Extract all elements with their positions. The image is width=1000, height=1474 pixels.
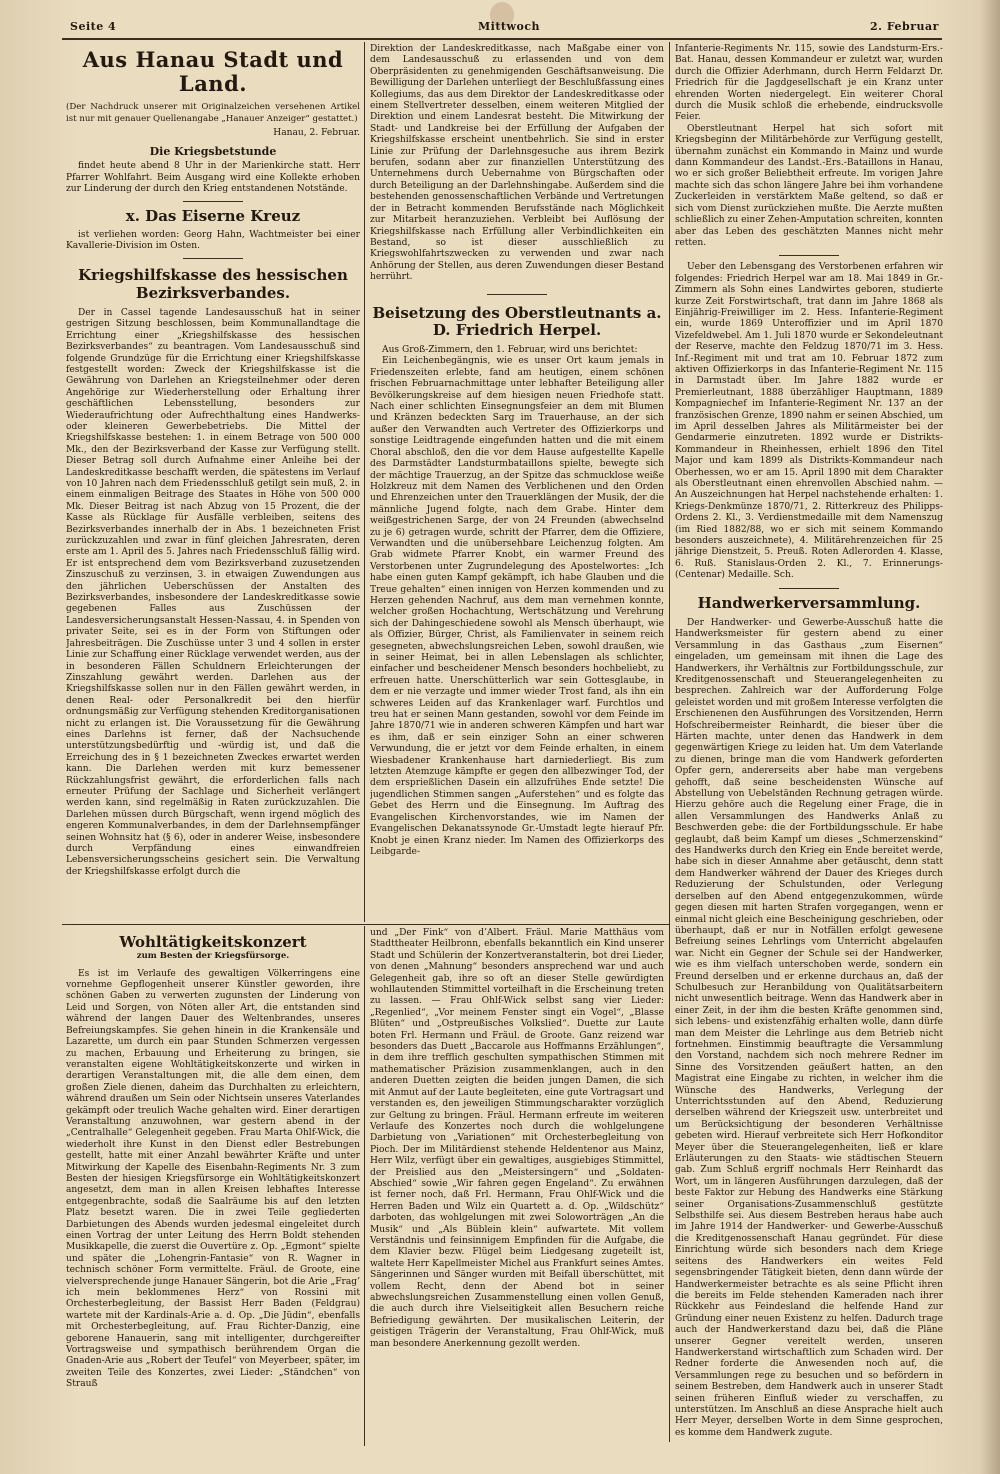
column-local-news [66,44,360,920]
divider [779,588,839,589]
article-text: Ein Leichenbegängnis, wie es unser Ort kaum jemals in Friedenszeiten erlebte, fand am heutigen, einem schönen frischen Februarnachmittage unter lebhafter Beteiligung aller Bevölkerungskreise auf dem hiesigen neuen Friedhofe statt. Nach einer schlichten Einsegnungsfeier an dem mit Blumen und Kränzen bedeckten Sarg im Trauerhause, an der sich außer den Verwandten auch Vertreter des Offizierkorps und sonstige Leidtragende eingefunden hatten und die mit einem Choral abschloß, den die vor dem Hause aufgestellte Kapelle des Darmstädter Landsturmbataillons spielte, bewegte sich der mächtige Trauerzug, an der Spitze das schmucklose weiße Holzkreuz mit dem Namen des Verblichenen und den Orden und Ehrenzeichen unter den Trauerklängen der Musik, der die männliche Jugend folgte, nach dem Grabe. Hinter dem weißgestrichenen Sarge, der von 24 Freunden (abwechselnd zu je 6) getragen wurde, schritt der Pfarrer, dem die Offiziere, Verwandten und die unübersehbare Leichenzug folgten. Am Grab widmete Pfarrer Knobt, ein warmer Freund des Verstorbenen unter Zugrundelegung des Apostelwortes: „Ich habe einen guten Kampf gekämpft, ich habe Glauben und die Treue gehalten“ einen innigen von Herzen kommenden und zu Herzen gehenden Nachruf, aus dem man vernehmen konnte, welcher großen Hochachtung, Wertschätzung und Verehrung sich der Dahingeschiedene sowohl als Mensch überhaupt, wie als Offizier, Bürger, Christ, als Familienvater in seinem reich gesegneten, abwechslungsreichen Leben, sowohl draußen, wie in seiner Heimat, bei in allen Lebenslagen als schlichter, einfacher und bescheidener Mensch besonders hochbeliebt, zu erfreuen hatte. Unerschütterlich war sein Gottesglaube, in dem er nie verzagte und immer wieder Trost fand, als ihn ein schweres Leiden auf das Krankenlager warf. Furchtlos und treu hat er seinen Mann gestanden, sowohl vor dem Feinde im Jahre 1870/71 wie in anderen schweren Kämpfen und hart war es ihm, daß er sein einziger Sohn an einer schweren Verwundung, die er jetzt vor dem Feinde erhalten, in einem Wiesbadener Krankenhause hart darniederliegt. Bis zum letzten Atemzuge kämpfte er gegen den allbezwinger Tod, der dem ersprießlichen Dasein ein allzufrühes Ende setzte! Die jugendlichen Stimmen sangen „Auferstehen“ und es folgte das Gebet des Herrn und die Einsegnung. Im Auftrag des Evangelischen Kirchenvorstandes, wie im Namen der Evangelischen Dekanatssynode Gr.-Umstadt legte hierauf Pfr. Knobt je einen Kranz nieder. Im Namen des Offizierkorps des Leibgarde- [370,356,664,857]
page-edge [980,0,1000,1474]
article-title: x. Das Eiserne Kreuz [125,207,301,226]
concert-left [66,928,360,1442]
divider [183,201,243,202]
page-header [0,0,1000,40]
article-continuation: und „Der Fink“ von d’Albert. Fräul. Marie Matthäus vom Stadttheater Heilbronn, ebenfalls bekanntlich ein Kind unserer Stadt und Schülerin der Konzertveranstalterin, bot drei Lieder, von denen „Mahnung“ besonders ansprechend war und auch Gelegenheit gab, ihre so oft an dieser Stelle gewürdigten wohllautenden Stimmittel vorteilhaft in die Erscheinung treten zu lassen. — Frau Ohlf-Wick selbst sang vier Lieder: „Regenlied“, „Vor meinem Fenster singt ein Vogel“, „Blasse Blüten“ und „Ostpreußisches Volkslied“. Duette zur Laute boten Frl. Hermann und Fräul. de Groote. Ganz reizend war besonders das Duett „Baccarole aus Hoffmanns Erzählungen“, in dem ihre trefflich geschulten sympathischen Stimmen mit mathematischer Präzision zusammenklangen, auch in den anderen Duetten zeigten die beiden jungen Damen, die sich mit Anmut auf der Laute begleiteten, eine gute Vortragsart und verstanden es, den jeweiligen Stimmungscharakter vorzüglich zur Geltung zu bringen. Fräul. Hermann erfreute im weiteren Verlaufe des Konzertes noch durch die wohlgelungene Darbietung von „Variationen“ mit Orchesterbegleitung von Pioch. Der im Militärdienst stehende Heldentenor aus Mainz, Herr Wilz, verfügt über ein gewaltiges, ausgiebiges Stimmittel, der Preislied aus den „Meistersingern“ und „Soldaten-Abschied“ sowie „Wir fahren gegen Engeland“. Zu erwähnen ist ferner noch, daß Frl. Hermann, Frau Ohlf-Wick und die Herren Baden und Wilz ein Quartett a. d. Op. „Wildschütz“ darboten, das wohlgelungen mit zwei Soloworträgen „An die Musik“ und „Als Büblein klein“ aufwartete. Mit vollem Verständnis und feinsinnigem Empfinden für die Aufgabe, die dem Klavier bezw. Flügel beim Liedgesang zugeteilt ist, waltete Herr Kapellmeister Michel aus Frankfurt seines Amtes. Sängerinnen und Sänger wurden mit Beifall überschüttet, mit vollem Recht, denn der Abend bot in seiner abwechslungsreichen Zusammenstellung einen vollen Genuß, die auch durch ihre Vielseitigkeit allen Besuchern reiche Befriedigung gewährten. Der musikalischen Leiterin, der geistigen Trägerin der Veranstaltung, Frau Ohlf-Wick, muß man besondere Anerkennung gezollt werden. [370,928,664,1349]
reprint-note: (Der Nachdruck unserer mit Originalzeichen versehenen Artikel ist nur mit genauer Quellenangabe „Hanauer Anzeiger“ gestattet.) [66,102,360,124]
column-divider [669,42,670,1442]
divider [779,255,839,256]
article-text: Der in Cassel tagende Landesausschuß hat in seiner gestrigen Sitzung beschlossen, beim Kommunallandtage die Errichtung einer „Kriegshilfskasse des hessischen Bezirksverbandes“ zu beantragen. Vom Landesausschuß sind folgende Grundzüge für die Errichtung einer Kriegshilfskasse festgestellt worden: Zweck der Kriegshilfskasse ist die Gewährung von Darlehen an Kriegsteilnehmer oder deren Angehörige zur Wiederherstellung oder Erhaltung ihrer geschäftlichen Lebensstellung, besonders zur Wiederaufrichtung oder Aufrechthaltung eines Handwerks- oder kleineren Gewerbebetriebs. Die Mittel der Kriegshilfskasse bestehen: 1. in einem Betrage von 500 000 Mk., den der Bezirksverband der Kasse zur Verfügung stellt. Dieser Betrag soll durch Aufnahme einer Anleihe bei der Landeskreditkasse beschafft werden, die spätestens im Verlauf von 10 Jahren nach dem Friedensschluß getilgt sein muß, 2. in einem einmaligen Beitrage des Staates in Höhe von 500 000 Mk. Dieser Beitrag ist nach Abzug von 15 Prozent, die der Kasse als Rücklage für Ausfälle verbleiben, seitens des Bezirksverbandes innerhalb der in Abs. 1 bezeichneten Frist zurückzuzahlen und zwar in fünf gleichen Jahresraten, deren erste am 1. April des 5. Jahres nach Friedensschluß fällig wird. Er ist entsprechend dem vom Bezirksverband zuzusetzenden Zinszuschuß zu verzinsen, 3. in etwaigen Zuwendungen aus den jährlichen Ueberschüssen der Anstalten des Bezirksverbandes, insbesondere der Landeskreditkasse sowie gegebenen Falles aus Zuschüssen der Landesversicherungsanstalt Hessen-Nassau, 4. in Spenden von privater Seite, sei es in der Form von Stiftungen oder Jahresbeiträgen. Die Zuschüsse unter 3 und 4 sollen in erster Linie zur Schaffung einer Rücklage verwendet werden, aus der in besonderen Fällen Schuldnern Erleichterungen der Zinszahlung gewährt werden. Darlehen aus der Kriegshilfskasse sollen nur in den Fällen gewährt werden, in denen Real- oder Personalkredit bei den hierfür ordnungsmäßig zur Verfügung stehenden Kreditorganisationen nicht zu erlangen ist. Die Voraussetzung für die Gewährung eines Darlehns ist ferner, daß der Nachsuchende unterstützungsbedürftig und -würdig ist, und daß die Erreichung des in § 1 bezeichneten Zweckes erwartet werden kann. Die Darlehen werden mit kurz bemessener Rückzahlungsfrist gewährt, die erforderlichen falls nach erneuter Prüfung der Sachlage und Sicherheit verlängert werden kann, sind regelmäßig in Raten zurückzuzahlen. Die Darlehen müssen durch Bürgschaft, wenn irgend möglich des engeren Kommunalverbandes, in dem der Darlehnsempfänger seinen Wohnsitz hat (§ 6), oder in anderer Weise, insbesondere durch Verpfändung eines einwandfreien Lebensversicherungsscheins gesichert sein. Die Verwaltung der Kriegshilfskasse erfolgt durch die [66,307,360,877]
article-text: Oberstleutnant Herpel hat sich sofort mit Kriegsbeginn der Militärbehörde zur Verfügung gestellt, übernahm zunächst ein Kommando in Mainz und wurde dann Kommandeur des Landst.-Ers.-Bataillons in Hanau, wo er sich großer Beliebtheit erfreute. Im vorigen Jahre machte sich das schon längere Jahre bei ihm vorhandene Zuckerleiden in verstärktem Maße geltend, so daß er sich vom Dienst zurückziehen mußte. Die Aerzte mußten schließlich zu einer Zehen-Amputation schreiten, konnten aber das Leben des geschätzten Mannes nicht mehr retten. [675,123,943,248]
column-right [675,44,943,1444]
page-number: Seite 4 [70,20,117,33]
article-text: findet heute abend 8 Uhr in der Marienkirche statt. Herr Pfarrer Wohlfahrt. Beim Ausgang wird eine Kollekte erhoben zur Linderung der durch den Krieg entstandenen Notstände. [66,161,360,194]
section-rule [62,924,669,925]
article-continuation: Infanterie-Regiments Nr. 115, sowie des Landsturm-Ers.-Bat. Hanau, dessen Kommandeur er zuletzt war, wurden durch die Offizier Aderhmann, durch Herrn Feldarzt Dr. Friedrich für die Jagdgesellschaft je ein Kranz unter ehrenden Worten niedergelegt. Ein weiterer Choral durch die Musik schloß die erhebende, eindrucksvolle Feier. [675,44,943,123]
article-title: Kriegshilfskasse des hessischen Bezirksverbandes. [78,266,348,302]
article-title: Beisetzung des Oberstleutnants a. D. Friedrich Herpel. [372,303,662,339]
divider [183,258,243,259]
article-text: ist verliehen worden: Georg Hahn, Wachtmeister bei einer Kavallerie-Division im Osten. [66,229,360,252]
column-divider [364,42,365,922]
article-title: Wohltätigkeitskonzert [119,933,307,951]
column-middle [370,44,664,920]
issue-date: 2. Februar [870,20,939,33]
article-title: Die Kriegsbetstunde [149,144,277,158]
article-text: Es ist im Verlaufe des gewaltigen Völkerringens eine vornehme Gepflogenheit unserer Künstler geworden, ihre schönen Gaben zu verwerten zugunsten der Linderung von Leid und Sorgen, von Nöten aller Art, die entstanden sind während der langen Dauer des Weltenbrandes, unseres Befreiungskampfes. Sie gehen hinein in die Krankensäle und Lazarette, um durch ein paar Stunden Schmerzen vergessen zu machen, Erbauung und Erheiterung zu bringen, sie veranstalten eigene Wohltätigkeitskonzerte und wirken in derartigen Veranstaltungen mit, die alle dem einen, dem großen Ziele dienen, daheim das Durchhalten zu erleichtern, während draußen um Sein oder Nichtsein unseres Vaterlandes gekämpft oder treulich Wache gehalten wird. Einer derartigen Veranstaltung anzuwohnen, war gestern abend in der „Centralhalle“ Gelegenheit gegeben. Frau Marta Ohlf-Wick, die wiederholt ihre Kunst in den Dienst edler Bestrebungen gestellt, hatte mit einer Anzahl bewährter Kräfte und unter Mitwirkung der Kapelle des Eisenbahn-Regiments Nr. 3 zum Besten der hiesigen Kriegsfürsorge ein Wohltätigkeitskonzert angesetzt, dem man in allen Kreisen lebhaftes Interesse entgegenbrachte, sodaß die Saalräume bis auf den letzten Platz besetzt waren. Die in zwei Teile gegliederten Darbietungen des Abends wurden jedesmal eingeleitet durch einen Vortrag der unter Leitung des Herrn Boldt stehenden Musikkapelle, die zuerst die Ouvertüre z. Op. „Egmont“ spielte und später die „Lohengrin-Fantasie“ von R. Wagner in technisch schöner Form vermittelte. Fräul. de Groote, eine vielversprechende junge Hanauer Sängerin, bot die Arie „Frag’ ich mein beklommenes Herz“ von Rossini mit Orchesterbegleitung, der Bassist Herr Baden (Feldgrau) wartete mit der Kardinals-Arie a. d. Op. „Die Jüdin“, ebenfalls mit Orchesterbegleitung, auf. Frau Richter-Danzig, eine geborene Hanauerin, sang mit intelligenter, durchgereifter Vortragsweise und sympathisch berührendem Organ die Gnaden-Arie aus „Robert der Teufel“ von Meyerbeer, später, im zweiten Teile des Konzertes, zwei Lieder: „Ständchen“ von Strauß [66,968,360,1390]
article-text: Der Handwerker- und Gewerbe-Ausschuß hatte die Handwerksmeister für gestern abend zu einer Versammlung in das Gasthaus „zum Eisernen“ eingeladen, um gemeinsam mit ihnen die Lage des Handwerkers, ihr Verhältnis zur Fortbildungsschule, zur Kreditgenossenschaft und Steuerangelegenheiten zu besprechen. Zahlreich war der Aufforderung Folge geleistet worden und mit großem Interesse verfolgten die Erschienenen den Ausführungen des Vorsitzenden, Herrn Hofschreibermeister Reinhardt, die bieser über die Härten machte, unter denen das Handwerk in dem gegenwärtigen Kriege zu leiden hat. Um dem Vaterlande zu dienen, bringe man die vom Handwerk geforderten Opfer gern, andererseits aber habe man vergebens gehofft, daß seine bescheidensten Wünsche auf Abstellung von Uebelständen Rechnung getragen würde. Hierzu gehöre auch die Regelung einer Frage, die in allen Versammlungen des Handwerks Anlaß zu Beschwerden gebe: die der Fortbildungsschule. Er habe geglaubt, daß beim Kampf um dieses „Schmerzenskind“ des Handwerks durch den Krieg ein Ende bereitet werde, habe sich in dieser Annahme aber getäuscht, denn statt dem Handwerker während der Dauer des Krieges durch Reduzierung der Schulstunden, oder Verlegung derselben auf den Abend entgegenzukommen, würde gegen diesen mit harten Strafen vorgegangen, wenn er einmal nicht gleich eine Bescheinigung geschrieben, oder überhaupt, daß er nur in Notfällen erfolgt gewesene Befreiung seines Lehrlings vom Unterricht abgelaufen war. Nicht ein Gegner der Schule sei der Handwerker, wie es ihm vielfach unterschoben werde, sondern ein Freund derselben und er erkenne durchaus an, daß der Schulbesuch zur Heranbildung von Qualitätsarbeitern nicht unwesentlich beitrage. Wenn das Handwerk aber in einer Zeit, in der ihm die besten Kräfte genommen sind, sich lebens- und existenzfähig erhalten wolle, dann dürfe man dem Meister die Lehrlinge aus dem Betrieb nicht fortnehmen. Einstimmig beauftragte die Versammlung den Vorstand, nachdem sich noch mehrere Redner im Sinne des Vorsitzenden geäußert hatten, an den Magistrat eine Eingabe zu richten, in welcher ihm die Wünsche des Handwerks, Verlegung der Unterrichtsstunden auf den Abend, Reduzierung derselben während der Kriegszeit usw. unterbreitet und um Berücksichtigung der besonderen Verhältnisse gebeten wird. Hierauf verbreitete sich Herr Hofkonditor Meyer über die Steuerangelegenheiten, ließ er klare Erläuterungen zu den Staats- wie städtischen Steuern gab. Zum Schluß ergriff nochmals Herr Reinhardt das Wort, um in längeren Ausführungen darzulegen, daß der beste Faktor zur Hebung des Handwerks eine Stärkung seiner Organisations-Zusammenschluß gestützte Selbsthilfe sei. Aus diesem Bestreben heraus habe auch im Jahre 1914 der Handwerker- und Gewerbe-Ausschuß die Kreditgenossenschaft Hanau gegründet. Für diese Einrichtung würde sich besonders nach dem Kriege seitens des Handwerkers ein weites Feld segensbringender Tätigkeit bieten, denn dann würde der Handwerkermeister betrachte es als seine Pflicht ihren die bereits im Felde stehenden Kameraden nach ihrer Rückkehr aus Feindesland die helfende Hand zur Gründung einer neuen Existenz zu helfen. Dadurch trage auch der Handwerkerstand dazu bei, daß die Pläne unserer Gegner vereitelt werden, unseren Handwerkerstand wirtschaftlich zum Schaden wird. Der Redner forderte die Anwesenden noch auf, die Versammlungen rege zu besuchen und so befördern in seinem Bestreben, dem Handwerk auch in unserer Stadt seinen früheren Einfluß wieder zu verschaffen, zu unterstützen. Im Anschluß an diese Ansprache hielt auch Herr Meyer, derselben Worte in dem Sinne gesprochen, es komme dem Handwerk zugute. [675,617,943,1438]
divider [487,294,547,295]
article-continuation: Direktion der Landeskreditkasse, nach Maßgabe einer von dem Landesausschuß zu erlassenden und von dem Oberpräsidenten zu genehmigenden Geschäftsanweisung. Die Bewilligung der Darlehen unterliegt der Beschlußfassung eines Kollegiums, das aus dem Direktor der Landeskreditkasse oder einem Stellvertreter desselben, einem weiteren Mitglied der Direktion und einem Landesrat besteht. Die Mitwirkung der Stadt- und Landkreise bei der Erfüllung der Aufgaben der Kriegshilfskasse erscheint unentbehrlich. Sie sind in erster Linie zur Prüfung der Darlehnsgesuche aus ihrem Bezirk berufen, sodann aber zur finanziellen Unterstützung des Unternehmens durch Uebernahme von Bürgschaften oder durch Beteiligung an der Darlehnshingabe. Außerdem sind die bestehenden genossenschaftlichen Verbände und Vertretungen der in Betracht kommenden Berufsstände nach Möglichkeit zur Mitarbeit heranzuziehen. Verbleibt bei Auflösung der Kriegshilfskasse nach Erfüllung aller Verbindlichkeiten ein Bestand, so ist dieser ausschließlich zu Kriegswohlfahrtszwecken zu verwenden und zwar nach Anhörung der Stellen, aus deren Zuwendungen dieser Bestand herrührt. [370,44,664,283]
column-divider [364,926,365,1446]
article-subtitle: zum Besten der Kriegsfürsorge. [136,951,290,962]
article-text: Ueber den Lebensgang des Verstorbenen erfahren wir folgendes: Friedrich Herpel war am 18. Mai 1849 in Gr.-Zimmern als Sohn eines Landwirtes geboren, studierte kurze Zeit Forstwirtschaft, trat dann im Jahre 1868 als Einjährig-Freiwilliger im 2. Hess. Infanterie-Regiment ein, wurde 1869 Unteroffizier und im April 1870 Vizefeldwebel. Am 1. Juli 1870 wurde er Sekondeleutnant der Reserve, machte den Feldzug 1870/71 im 3. Hess. Inf.-Regiment mit und trat am 10. Februar 1872 zum aktiven Offizierkorps in das Infanterie-Regiment Nr. 115 in Darmstadt über. Im Jahre 1882 wurde er Premierleutnant, 1888 überzähliger Hauptmann, 1889 Kompagniechef im Infanterie-Regiment Nr. 137 an der französischen Grenze, 1890 nahm er seinen Abschied, um im April desselben Jahres als Militärmeister bei der Gendarmerie einzutreten. 1892 wurde er Distrikts-Kommandeur in Rheinhessen, erhielt 1896 den Titel Major und kam 1899 als Distrikts-Kommandeur nach Oberhessen, wo er am 15. April 1890 mit dem Charakter als Oberstleutnant einen ehrenvollen Abschied nahm. — An Auszeichnungen hat Herpel nachstehende erhalten: 1. Kriegs-Denkmünze 1870/71, 2. Ritterkreuz des Philipps-Ordens 2. Kl., 3. Verdienstmedaille mit dem Namenszug (im Ried 1882/88, wo er sich mit seinem Kommando besonders auszeichnete), 4. Militärehrenzeichen für 25 jährige Dienstzeit, 5. Preuß. Roten Adlerorden 4. Klasse, 6. Ruß. Stanislaus-Orden 2. Kl., 7. Erinnerungs- (Centenar) Medaille. Sch. [675,262,943,581]
header-rule [62,38,942,40]
dateline: Hanau, 2. Februar. [273,128,360,139]
weekday: Mittwoch [478,20,541,33]
section-title: Aus Hanau Stadt und Land. [82,47,344,97]
concert-right [370,928,664,1442]
dateline: Aus Groß-Zimmern, den 1. Februar, wird uns berichtet: [382,345,638,356]
article-title: Handwerkerversammlung. [697,593,921,612]
